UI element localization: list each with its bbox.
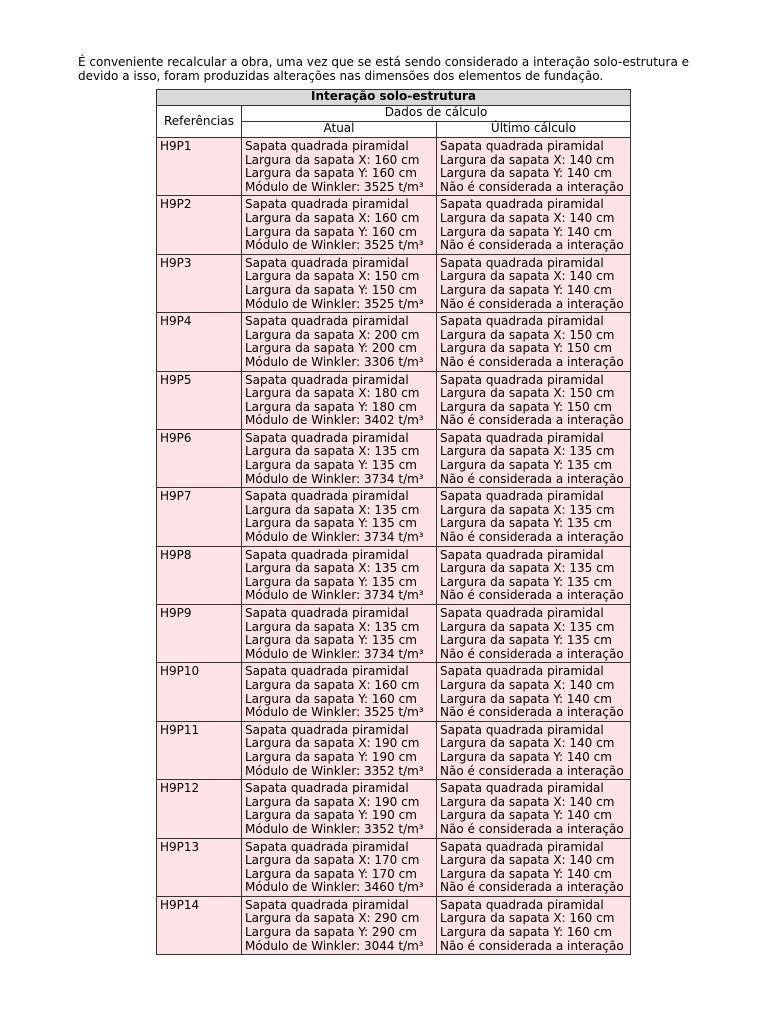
header-last-calc: Último cálculo bbox=[437, 122, 631, 138]
cell-line: Não é considerada a interação bbox=[440, 471, 624, 486]
cell-line: Largura da sapata Y: 135 cm bbox=[440, 516, 612, 531]
cell-line: Sapata quadrada piramidal bbox=[440, 197, 604, 212]
row-reference: H9P8 bbox=[157, 546, 242, 604]
cell-line: Largura da sapata X: 140 cm bbox=[440, 853, 615, 868]
cell-line: Módulo de Winkler: 3525 t/m³ bbox=[245, 296, 424, 311]
current-data-cell bbox=[242, 429, 437, 487]
cell-line: Sapata quadrada piramidal bbox=[245, 314, 409, 329]
cell-line: Módulo de Winkler: 3460 t/m³ bbox=[245, 880, 424, 895]
cell-line: Largura da sapata Y: 190 cm bbox=[245, 808, 417, 823]
table-row bbox=[157, 138, 631, 196]
cell-line: Largura da sapata X: 140 cm bbox=[440, 736, 615, 751]
table-row bbox=[157, 488, 631, 546]
current-data-cell bbox=[242, 663, 437, 721]
table-row bbox=[157, 546, 631, 604]
cell-line: Largura da sapata Y: 135 cm bbox=[245, 458, 417, 473]
row-reference: H9P9 bbox=[157, 605, 242, 663]
current-data-cell bbox=[242, 313, 437, 371]
cell-line: Largura da sapata X: 135 cm bbox=[440, 444, 615, 459]
table-row bbox=[157, 254, 631, 312]
table-row bbox=[157, 429, 631, 487]
cell-line: Não é considerada a interação bbox=[440, 179, 624, 194]
current-data-cell bbox=[242, 138, 437, 196]
cell-line: Largura da sapata Y: 140 cm bbox=[440, 808, 612, 823]
cell-line: Sapata quadrada piramidal bbox=[440, 314, 604, 329]
cell-line: Largura da sapata Y: 135 cm bbox=[245, 574, 417, 589]
cell-line: Não é considerada a interação bbox=[440, 705, 624, 720]
cell-line: Largura da sapata Y: 140 cm bbox=[440, 749, 612, 764]
row-reference: H9P14 bbox=[157, 896, 242, 954]
current-data-cell bbox=[242, 546, 437, 604]
cell-line: Não é considerada a interação bbox=[440, 296, 624, 311]
cell-line: Módulo de Winkler: 3525 t/m³ bbox=[245, 179, 424, 194]
soil-structure-table bbox=[156, 89, 631, 955]
row-reference: H9P6 bbox=[157, 429, 242, 487]
cell-line: Módulo de Winkler: 3734 t/m³ bbox=[245, 646, 424, 661]
cell-line: Largura da sapata Y: 140 cm bbox=[440, 224, 612, 239]
table-row bbox=[157, 313, 631, 371]
cell-line: Largura da sapata X: 140 cm bbox=[440, 269, 615, 284]
last-calc-cell bbox=[437, 371, 631, 429]
current-data-cell bbox=[242, 838, 437, 896]
cell-line: Não é considerada a interação bbox=[440, 880, 624, 895]
row-reference: H9P7 bbox=[157, 488, 242, 546]
cell-line: Largura da sapata X: 180 cm bbox=[245, 386, 420, 401]
table-row bbox=[157, 780, 631, 838]
last-calc-cell bbox=[437, 896, 631, 954]
cell-line: Largura da sapata X: 135 cm bbox=[440, 561, 615, 576]
cell-line: Módulo de Winkler: 3352 t/m³ bbox=[245, 821, 424, 836]
cell-line: Não é considerada a interação bbox=[440, 763, 624, 778]
cell-line: Módulo de Winkler: 3525 t/m³ bbox=[245, 238, 424, 253]
cell-line: Sapata quadrada piramidal bbox=[440, 489, 604, 504]
current-data-cell bbox=[242, 488, 437, 546]
table-row bbox=[157, 605, 631, 663]
cell-line: Módulo de Winkler: 3306 t/m³ bbox=[245, 354, 424, 369]
cell-line: Largura da sapata X: 160 cm bbox=[245, 677, 420, 692]
cell-line: Largura da sapata X: 140 cm bbox=[440, 677, 615, 692]
table-row bbox=[157, 721, 631, 779]
cell-line: Sapata quadrada piramidal bbox=[245, 722, 409, 737]
cell-line: Sapata quadrada piramidal bbox=[440, 839, 604, 854]
cell-line: Largura da sapata X: 135 cm bbox=[440, 502, 615, 517]
cell-line: Largura da sapata X: 160 cm bbox=[245, 210, 420, 225]
cell-line: Sapata quadrada piramidal bbox=[245, 897, 409, 912]
row-reference: H9P5 bbox=[157, 371, 242, 429]
last-calc-cell bbox=[437, 838, 631, 896]
cell-line: Não é considerada a interação bbox=[440, 238, 624, 253]
cell-line: Não é considerada a interação bbox=[440, 413, 624, 428]
cell-line: Largura da sapata Y: 200 cm bbox=[245, 341, 417, 356]
last-calc-cell bbox=[437, 721, 631, 779]
cell-line: Largura da sapata X: 135 cm bbox=[245, 561, 420, 576]
cell-line: Largura da sapata Y: 140 cm bbox=[440, 166, 612, 181]
cell-line: Não é considerada a interação bbox=[440, 646, 624, 661]
row-reference: H9P3 bbox=[157, 254, 242, 312]
cell-line: Largura da sapata Y: 160 cm bbox=[440, 925, 612, 940]
cell-line: Módulo de Winkler: 3352 t/m³ bbox=[245, 763, 424, 778]
cell-line: Módulo de Winkler: 3044 t/m³ bbox=[245, 938, 424, 953]
cell-line: Sapata quadrada piramidal bbox=[440, 430, 604, 445]
current-data-cell bbox=[242, 721, 437, 779]
cell-line: Sapata quadrada piramidal bbox=[440, 664, 604, 679]
table-title: Interação solo-estrutura bbox=[157, 90, 631, 106]
cell-line: Largura da sapata Y: 135 cm bbox=[440, 633, 612, 648]
current-data-cell bbox=[242, 254, 437, 312]
table-row bbox=[157, 196, 631, 254]
cell-line: Largura da sapata Y: 170 cm bbox=[245, 866, 417, 881]
intro-paragraph: É conveniente recalcular a obra, uma vez que se está sendo considerado a interação solo-estrutura e devido a isso, foram produzidas alterações nas dimensões dos elementos de fundação. bbox=[78, 55, 690, 83]
cell-line: Largura da sapata X: 135 cm bbox=[245, 502, 420, 517]
cell-line: Largura da sapata X: 150 cm bbox=[440, 386, 615, 401]
cell-line: Não é considerada a interação bbox=[440, 530, 624, 545]
cell-line: Sapata quadrada piramidal bbox=[245, 372, 409, 387]
last-calc-cell bbox=[437, 605, 631, 663]
cell-line: Largura da sapata Y: 150 cm bbox=[440, 341, 612, 356]
cell-line: Módulo de Winkler: 3734 t/m³ bbox=[245, 530, 424, 545]
row-reference: H9P13 bbox=[157, 838, 242, 896]
cell-line: Largura da sapata X: 200 cm bbox=[245, 327, 420, 342]
current-data-cell bbox=[242, 371, 437, 429]
cell-line: Largura da sapata X: 160 cm bbox=[245, 152, 420, 167]
cell-line: Largura da sapata X: 190 cm bbox=[245, 736, 420, 751]
cell-line: Sapata quadrada piramidal bbox=[245, 139, 409, 153]
cell-line: Largura da sapata Y: 160 cm bbox=[245, 166, 417, 181]
cell-line: Largura da sapata Y: 135 cm bbox=[245, 516, 417, 531]
last-calc-cell bbox=[437, 196, 631, 254]
last-calc-cell bbox=[437, 429, 631, 487]
cell-line: Módulo de Winkler: 3734 t/m³ bbox=[245, 588, 424, 603]
cell-line: Largura da sapata X: 135 cm bbox=[440, 619, 615, 634]
cell-line: Largura da sapata X: 170 cm bbox=[245, 853, 420, 868]
cell-line: Largura da sapata Y: 290 cm bbox=[245, 925, 417, 940]
table-row bbox=[157, 663, 631, 721]
row-reference: H9P12 bbox=[157, 780, 242, 838]
current-data-cell bbox=[242, 896, 437, 954]
cell-line: Largura da sapata X: 160 cm bbox=[440, 911, 615, 926]
cell-line: Largura da sapata X: 135 cm bbox=[245, 619, 420, 634]
cell-line: Sapata quadrada piramidal bbox=[440, 722, 604, 737]
cell-line: Sapata quadrada piramidal bbox=[245, 255, 409, 270]
current-data-cell bbox=[242, 780, 437, 838]
cell-line: Largura da sapata Y: 135 cm bbox=[440, 458, 612, 473]
cell-line: Sapata quadrada piramidal bbox=[440, 781, 604, 796]
cell-line: Sapata quadrada piramidal bbox=[440, 606, 604, 620]
cell-line: Largura da sapata Y: 160 cm bbox=[245, 691, 417, 706]
current-data-cell bbox=[242, 605, 437, 663]
cell-line: Largura da sapata X: 150 cm bbox=[245, 269, 420, 284]
cell-line: Largura da sapata Y: 150 cm bbox=[245, 282, 417, 297]
cell-line: Não é considerada a interação bbox=[440, 821, 624, 836]
cell-line: Sapata quadrada piramidal bbox=[440, 897, 604, 912]
cell-line: Largura da sapata X: 140 cm bbox=[440, 794, 615, 809]
cell-line: Sapata quadrada piramidal bbox=[440, 372, 604, 387]
last-calc-cell bbox=[437, 138, 631, 196]
last-calc-cell bbox=[437, 488, 631, 546]
current-data-cell bbox=[242, 196, 437, 254]
table-row bbox=[157, 896, 631, 954]
header-calc-data: Dados de cálculo bbox=[242, 106, 631, 122]
cell-line: Largura da sapata X: 190 cm bbox=[245, 794, 420, 809]
header-current: Atual bbox=[242, 122, 437, 138]
cell-line: Largura da sapata Y: 150 cm bbox=[440, 399, 612, 414]
table-row bbox=[157, 371, 631, 429]
cell-line: Sapata quadrada piramidal bbox=[440, 255, 604, 270]
row-reference: H9P1 bbox=[157, 138, 242, 196]
cell-line: Largura da sapata Y: 140 cm bbox=[440, 282, 612, 297]
cell-line: Largura da sapata Y: 180 cm bbox=[245, 399, 417, 414]
last-calc-cell bbox=[437, 254, 631, 312]
cell-line: Módulo de Winkler: 3402 t/m³ bbox=[245, 413, 424, 428]
cell-line: Sapata quadrada piramidal bbox=[245, 839, 409, 854]
cell-line: Largura da sapata X: 135 cm bbox=[245, 444, 420, 459]
cell-line: Largura da sapata Y: 140 cm bbox=[440, 866, 612, 881]
cell-line: Largura da sapata X: 140 cm bbox=[440, 152, 615, 167]
cell-line: Largura da sapata Y: 160 cm bbox=[245, 224, 417, 239]
cell-line: Sapata quadrada piramidal bbox=[440, 547, 604, 562]
row-reference: H9P11 bbox=[157, 721, 242, 779]
cell-line: Sapata quadrada piramidal bbox=[245, 197, 409, 212]
cell-line: Sapata quadrada piramidal bbox=[245, 664, 409, 679]
cell-line: Não é considerada a interação bbox=[440, 938, 624, 953]
cell-line: Sapata quadrada piramidal bbox=[245, 430, 409, 445]
cell-line: Sapata quadrada piramidal bbox=[245, 606, 409, 620]
cell-line: Sapata quadrada piramidal bbox=[440, 139, 604, 153]
cell-line: Largura da sapata Y: 135 cm bbox=[245, 633, 417, 648]
cell-line: Largura da sapata X: 150 cm bbox=[440, 327, 615, 342]
row-reference: H9P2 bbox=[157, 196, 242, 254]
row-reference: H9P10 bbox=[157, 663, 242, 721]
cell-line: Módulo de Winkler: 3525 t/m³ bbox=[245, 705, 424, 720]
cell-line: Largura da sapata Y: 135 cm bbox=[440, 574, 612, 589]
last-calc-cell bbox=[437, 663, 631, 721]
row-reference: H9P4 bbox=[157, 313, 242, 371]
cell-line: Não é considerada a interação bbox=[440, 588, 624, 603]
cell-line: Sapata quadrada piramidal bbox=[245, 489, 409, 504]
cell-line: Largura da sapata X: 290 cm bbox=[245, 911, 420, 926]
last-calc-cell bbox=[437, 546, 631, 604]
cell-line: Largura da sapata X: 140 cm bbox=[440, 210, 615, 225]
header-references: Referências bbox=[157, 106, 242, 138]
cell-line: Sapata quadrada piramidal bbox=[245, 781, 409, 796]
cell-line: Sapata quadrada piramidal bbox=[245, 547, 409, 562]
last-calc-cell bbox=[437, 313, 631, 371]
last-calc-cell bbox=[437, 780, 631, 838]
cell-line: Módulo de Winkler: 3734 t/m³ bbox=[245, 471, 424, 486]
cell-line: Não é considerada a interação bbox=[440, 354, 624, 369]
cell-line: Largura da sapata Y: 190 cm bbox=[245, 749, 417, 764]
cell-line: Largura da sapata Y: 140 cm bbox=[440, 691, 612, 706]
table-row bbox=[157, 838, 631, 896]
table-body bbox=[157, 138, 631, 955]
